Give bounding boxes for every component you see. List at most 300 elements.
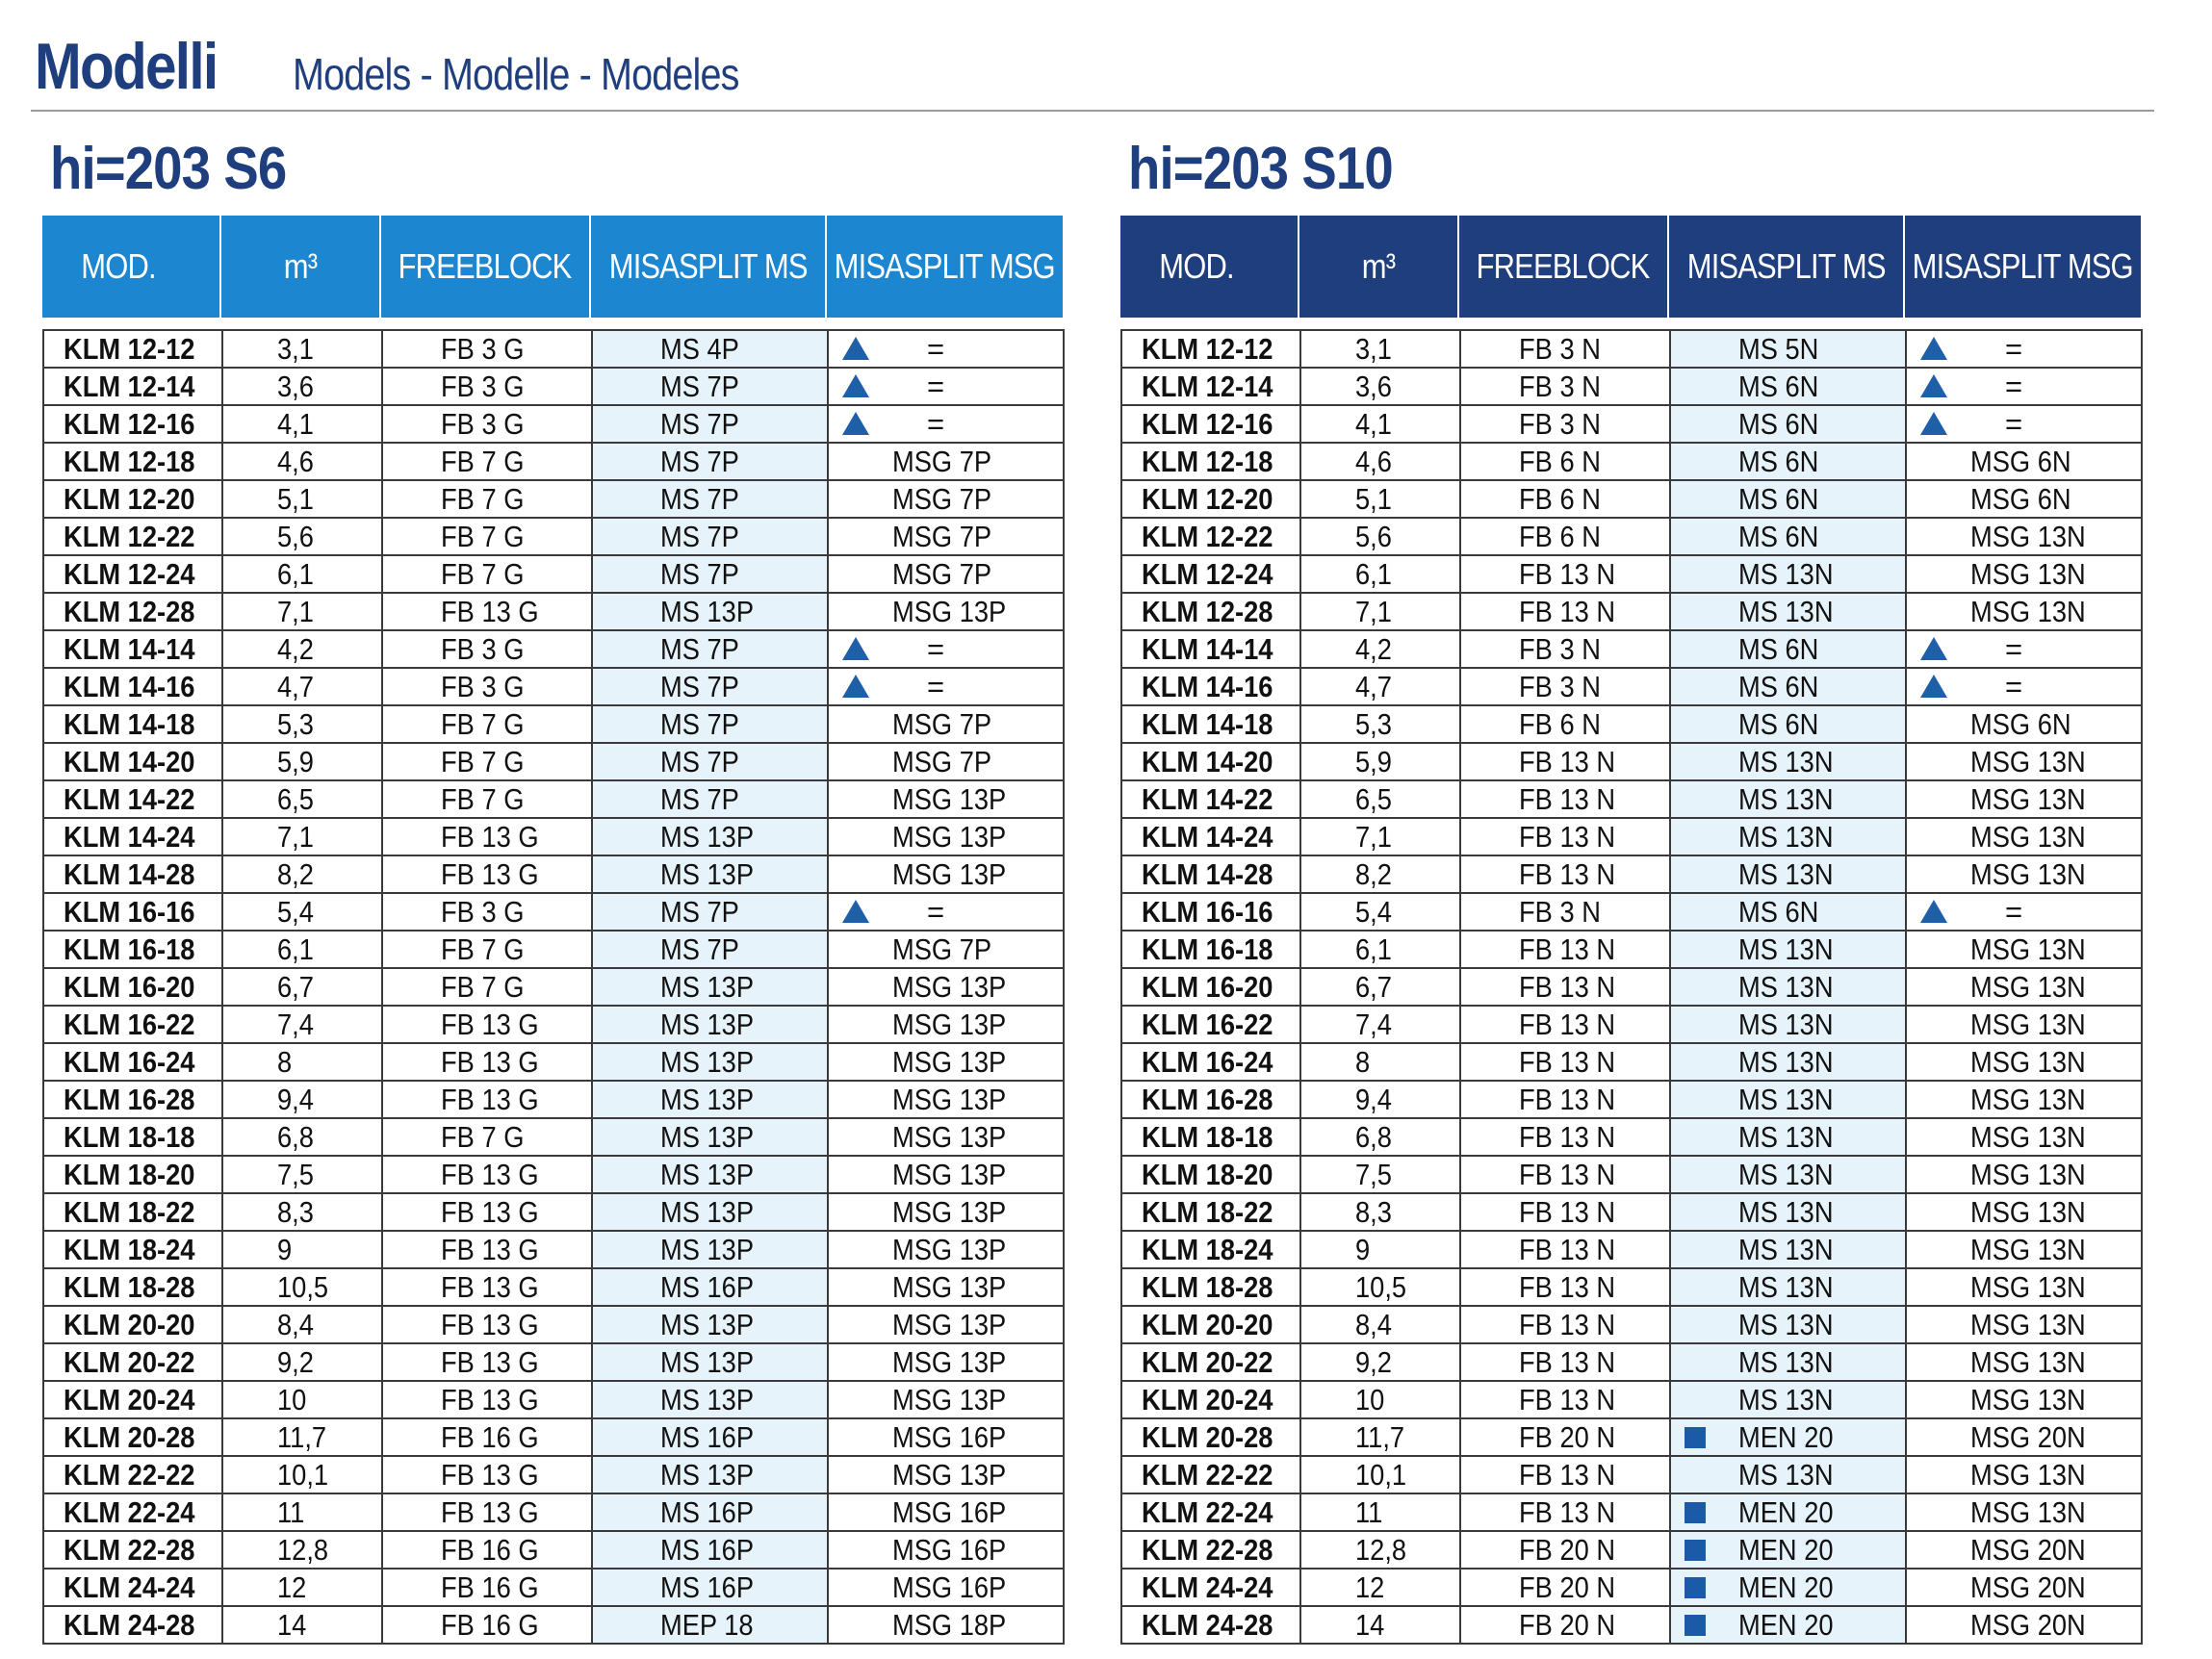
table-row [43, 518, 1064, 555]
misasplit-ms-cell-text: MS 16P [660, 1420, 755, 1454]
model-cell-text: KLM 14-14 [64, 632, 195, 666]
model-cell [43, 1006, 222, 1043]
freeblock-cell [1460, 1569, 1670, 1606]
model-cell-text: KLM 14-16 [1142, 670, 1273, 703]
misasplit-ms-cell [1670, 1043, 1906, 1081]
freeblock-cell-text: FB 13 N [1519, 782, 1616, 816]
table-row [1121, 630, 2142, 668]
misasplit-ms-cell [592, 1081, 828, 1118]
model-cell-text: KLM 24-24 [64, 1570, 195, 1604]
misasplit-msg-cell-text: MSG 20N [1970, 1420, 2086, 1454]
section-title: hi=203 S10 [1128, 136, 1393, 202]
freeblock-cell [1460, 668, 1670, 705]
model-cell [1121, 1043, 1300, 1081]
freeblock-cell-text: FB 13 G [441, 1345, 539, 1379]
volume-cell [222, 1569, 382, 1606]
misasplit-msg-cell-text: MSG 13P [892, 1308, 1007, 1341]
page-subtitle: Models - Modelle - Modeles [293, 49, 739, 99]
models-table-s10 [1120, 329, 2143, 1645]
misasplit-msg-cell [1906, 1118, 2142, 1156]
model-cell-text: KLM 16-22 [64, 1008, 195, 1041]
misasplit-msg-cell [828, 555, 1064, 593]
model-cell-text: KLM 12-12 [64, 332, 195, 366]
triangle-icon [842, 412, 869, 435]
misasplit-msg-cell [1906, 1081, 2142, 1118]
misasplit-msg-cell-text: MSG 13N [1970, 782, 2086, 816]
model-cell-text: KLM 22-22 [64, 1458, 195, 1492]
model-cell [43, 1531, 222, 1569]
volume-cell-text: 7,1 [277, 595, 314, 628]
misasplit-msg-cell [1906, 1006, 2142, 1043]
misasplit-msg-cell [828, 1268, 1064, 1306]
misasplit-msg-cell [828, 1456, 1064, 1493]
volume-cell-text: 10,1 [1355, 1458, 1407, 1492]
model-cell-text: KLM 18-28 [64, 1270, 195, 1304]
freeblock-cell [1460, 1193, 1670, 1231]
freeblock-cell-text: FB 7 G [441, 932, 525, 966]
model-cell-text: KLM 20-20 [1142, 1308, 1273, 1341]
misasplit-msg-cell [1906, 855, 2142, 893]
model-cell-text: KLM 12-18 [1142, 445, 1273, 478]
table-row [43, 1268, 1064, 1306]
misasplit-msg-cell [828, 405, 1064, 443]
freeblock-cell [1460, 1231, 1670, 1268]
freeblock-cell-text: FB 13 N [1519, 1270, 1616, 1304]
freeblock-cell [382, 405, 592, 443]
freeblock-cell [382, 1081, 592, 1118]
volume-cell [1300, 1081, 1460, 1118]
misasplit-msg-cell-text: MSG 20N [1970, 1608, 2086, 1642]
freeblock-cell-text: FB 13 N [1519, 1195, 1616, 1229]
model-cell [1121, 1606, 1300, 1644]
models-table-s6 [42, 329, 1065, 1645]
misasplit-ms-cell [592, 1306, 828, 1343]
model-cell-text: KLM 14-22 [1142, 782, 1273, 816]
freeblock-cell-text: FB 3 G [441, 895, 525, 929]
volume-cell [222, 1006, 382, 1043]
freeblock-cell [1460, 1306, 1670, 1343]
misasplit-msg-cell [1906, 443, 2142, 480]
table-row [1121, 968, 2142, 1006]
model-cell-text: KLM 20-28 [64, 1420, 195, 1454]
column-header-mod: MOD. [1120, 216, 1299, 318]
misasplit-ms-cell-text: MS 13P [660, 1308, 755, 1341]
freeblock-cell [1460, 518, 1670, 555]
table-row [1121, 368, 2142, 405]
misasplit-ms-cell [1670, 1268, 1906, 1306]
model-cell [1121, 1081, 1300, 1118]
freeblock-cell-text: FB 13 G [441, 1158, 539, 1191]
volume-cell [1300, 518, 1460, 555]
misasplit-msg-cell-text: MSG 13P [892, 1158, 1007, 1191]
volume-cell-text: 10,5 [1355, 1270, 1407, 1304]
misasplit-msg-cell-text: MSG 13P [892, 1120, 1007, 1154]
square-icon [1685, 1427, 1706, 1448]
table-row [1121, 1569, 2142, 1606]
freeblock-cell-text: FB 13 N [1519, 932, 1616, 966]
table-row [1121, 1606, 2142, 1644]
freeblock-cell-text: FB 3 G [441, 370, 525, 403]
freeblock-cell [382, 931, 592, 968]
table-row [1121, 1268, 2142, 1306]
volume-cell [1300, 593, 1460, 630]
model-cell [1121, 593, 1300, 630]
misasplit-ms-cell-text: MS 13N [1738, 1383, 1834, 1417]
freeblock-cell [1460, 330, 1670, 368]
misasplit-ms-cell-text: MS 13N [1738, 970, 1834, 1004]
misasplit-msg-cell [1906, 555, 2142, 593]
model-cell [1121, 1193, 1300, 1231]
misasplit-ms-cell-text: MS 6N [1738, 407, 1819, 441]
model-cell-text: KLM 20-24 [64, 1383, 195, 1417]
freeblock-cell-text: FB 13 N [1519, 820, 1616, 854]
volume-cell-text: 10 [1355, 1383, 1385, 1417]
volume-cell [1300, 480, 1460, 518]
volume-cell [222, 968, 382, 1006]
volume-cell [1300, 443, 1460, 480]
freeblock-cell-text: FB 3 N [1519, 632, 1601, 666]
misasplit-msg-cell-text: MSG 6N [1970, 445, 2071, 478]
misasplit-ms-cell-text: MS 13P [660, 1120, 755, 1154]
misasplit-msg-cell [1906, 405, 2142, 443]
model-cell-text: KLM 12-18 [64, 445, 195, 478]
misasplit-msg-cell [828, 968, 1064, 1006]
freeblock-cell-text: FB 7 G [441, 445, 525, 478]
volume-cell [222, 893, 382, 931]
misasplit-msg-cell [1906, 1193, 2142, 1231]
misasplit-msg-cell-text: MSG 13N [1970, 1120, 2086, 1154]
freeblock-cell [1460, 931, 1670, 968]
misasplit-ms-cell [1670, 780, 1906, 818]
misasplit-ms-cell-text: MS 13P [660, 820, 755, 854]
misasplit-ms-cell-text: MS 7P [660, 895, 739, 929]
freeblock-cell [382, 1606, 592, 1644]
volume-cell-text: 7,5 [277, 1158, 314, 1191]
misasplit-msg-cell-text: MSG 13N [1970, 520, 2086, 553]
misasplit-msg-cell-text: MSG 13P [892, 1383, 1007, 1417]
misasplit-ms-cell-text: MS 13N [1738, 1270, 1834, 1304]
freeblock-cell [1460, 1268, 1670, 1306]
misasplit-ms-cell [592, 1456, 828, 1493]
freeblock-cell [382, 1569, 592, 1606]
misasplit-msg-cell-text: MSG 13P [892, 820, 1007, 854]
model-cell [1121, 1231, 1300, 1268]
misasplit-ms-cell [592, 368, 828, 405]
misasplit-ms-cell [1670, 480, 1906, 518]
table-section-s6 [42, 135, 1063, 1642]
misasplit-msg-cell [1906, 330, 2142, 368]
model-cell [43, 893, 222, 931]
freeblock-cell [382, 1381, 592, 1418]
volume-cell [1300, 1606, 1460, 1644]
freeblock-cell [1460, 1531, 1670, 1569]
model-cell [43, 780, 222, 818]
freeblock-cell [1460, 1043, 1670, 1081]
volume-cell-text: 4,2 [277, 632, 314, 666]
freeblock-cell-text: FB 13 N [1519, 557, 1616, 591]
model-cell [43, 743, 222, 780]
model-cell-text: KLM 18-24 [1142, 1233, 1273, 1266]
volume-cell-text: 10,5 [277, 1270, 329, 1304]
table-row [1121, 893, 2142, 931]
model-cell-text: KLM 14-18 [64, 707, 195, 741]
volume-cell [222, 1268, 382, 1306]
triangle-icon [842, 337, 869, 360]
misasplit-msg-cell [828, 1306, 1064, 1343]
misasplit-ms-cell-text: MS 4P [660, 332, 739, 366]
misasplit-msg-cell [828, 1569, 1064, 1606]
misasplit-msg-cell [828, 593, 1064, 630]
misasplit-ms-cell [592, 1606, 828, 1644]
freeblock-cell-text: FB 13 G [441, 1008, 539, 1041]
misasplit-ms-cell-text: MS 13N [1738, 1195, 1834, 1229]
equal-sign: = [2005, 332, 2023, 366]
volume-cell-text: 10,1 [277, 1458, 329, 1492]
misasplit-msg-cell-text: MSG 13N [1970, 857, 2086, 891]
equal-sign: = [927, 407, 945, 441]
volume-cell [1300, 1268, 1460, 1306]
misasplit-msg-cell [828, 1231, 1064, 1268]
model-cell-text: KLM 16-28 [1142, 1083, 1273, 1116]
misasplit-msg-cell-text: MSG 7P [892, 482, 992, 516]
volume-cell-text: 5,3 [1355, 707, 1392, 741]
model-cell [43, 818, 222, 855]
misasplit-ms-cell [592, 1118, 828, 1156]
model-cell [1121, 1118, 1300, 1156]
misasplit-ms-cell [592, 405, 828, 443]
freeblock-cell-text: FB 13 N [1519, 1008, 1616, 1041]
volume-cell [1300, 1156, 1460, 1193]
misasplit-ms-cell [592, 968, 828, 1006]
misasplit-msg-cell-text: MSG 13N [1970, 1045, 2086, 1079]
misasplit-msg-cell-text: MSG 13N [1970, 1158, 2086, 1191]
freeblock-cell [382, 818, 592, 855]
misasplit-msg-cell [1906, 705, 2142, 743]
freeblock-cell-text: FB 13 G [441, 1233, 539, 1266]
misasplit-ms-cell [1670, 1456, 1906, 1493]
misasplit-ms-cell [592, 330, 828, 368]
model-cell-text: KLM 20-20 [64, 1308, 195, 1341]
misasplit-msg-cell [828, 330, 1064, 368]
model-cell [43, 1569, 222, 1606]
misasplit-ms-cell [1670, 968, 1906, 1006]
column-header-misasplit-msg: MISASPLIT MSG [1912, 246, 2134, 286]
misasplit-ms-cell [1670, 1381, 1906, 1418]
misasplit-msg-cell [828, 1043, 1064, 1081]
equal-sign: = [2005, 407, 2023, 441]
misasplit-ms-cell [592, 1156, 828, 1193]
freeblock-cell-text: FB 20 N [1519, 1608, 1616, 1642]
misasplit-ms-cell [1670, 1156, 1906, 1193]
volume-cell-text: 6,5 [1355, 782, 1392, 816]
table-row [1121, 1156, 2142, 1193]
model-cell [43, 443, 222, 480]
volume-cell-text: 4,2 [1355, 632, 1392, 666]
misasplit-msg-cell [1906, 1231, 2142, 1268]
triangle-icon [842, 374, 869, 397]
freeblock-cell [382, 668, 592, 705]
table-row [43, 1418, 1064, 1456]
model-cell [43, 1493, 222, 1531]
misasplit-ms-cell-text: MS 13N [1738, 1083, 1834, 1116]
misasplit-msg-cell-text: MSG 13P [892, 1345, 1007, 1379]
model-cell-text: KLM 24-24 [1142, 1570, 1273, 1604]
volume-cell-text: 5,4 [1355, 895, 1392, 929]
model-cell-text: KLM 14-20 [64, 745, 195, 778]
table-row [1121, 1306, 2142, 1343]
model-cell [43, 668, 222, 705]
table-row [43, 1569, 1064, 1606]
misasplit-ms-cell-text: MS 13N [1738, 595, 1834, 628]
model-cell [1121, 443, 1300, 480]
column-header-m3: m³ [1299, 216, 1459, 318]
model-cell-text: KLM 16-18 [64, 932, 195, 966]
misasplit-msg-cell-text: MSG 13N [1970, 820, 2086, 854]
model-cell [43, 1043, 222, 1081]
misasplit-ms-cell-text: MS 16P [660, 1270, 755, 1304]
volume-cell-text: 5,9 [1355, 745, 1392, 778]
volume-cell [1300, 330, 1460, 368]
volume-cell-text: 14 [1355, 1608, 1385, 1642]
volume-cell-text: 9,4 [1355, 1083, 1392, 1116]
volume-cell [222, 705, 382, 743]
table-row [1121, 1343, 2142, 1381]
freeblock-cell [1460, 1418, 1670, 1456]
misasplit-ms-cell-text: MS 13P [660, 857, 755, 891]
freeblock-cell-text: FB 13 G [441, 1083, 539, 1116]
model-cell [43, 593, 222, 630]
volume-cell-text: 11,7 [1355, 1420, 1405, 1454]
misasplit-ms-cell [592, 1043, 828, 1081]
misasplit-ms-cell-text: MS 7P [660, 745, 739, 778]
freeblock-cell-text: FB 7 G [441, 557, 525, 591]
misasplit-msg-cell-text: MSG 13N [1970, 1495, 2086, 1529]
volume-cell-text: 9,2 [1355, 1345, 1392, 1379]
model-cell [43, 968, 222, 1006]
model-cell-text: KLM 12-20 [64, 482, 195, 516]
freeblock-cell-text: FB 13 G [441, 595, 539, 628]
equal-sign: = [2005, 895, 2023, 929]
misasplit-msg-cell-text: MSG 13P [892, 1195, 1007, 1229]
misasplit-msg-cell [828, 480, 1064, 518]
table-row [43, 593, 1064, 630]
model-cell-text: KLM 16-18 [1142, 932, 1273, 966]
model-cell [1121, 1531, 1300, 1569]
misasplit-ms-cell-text: MS 13N [1738, 932, 1834, 966]
volume-cell [222, 1418, 382, 1456]
volume-cell [222, 368, 382, 405]
misasplit-msg-cell [828, 705, 1064, 743]
triangle-icon [1920, 900, 1947, 923]
misasplit-ms-cell-text: MS 13P [660, 1083, 755, 1116]
equal-sign: = [2005, 370, 2023, 403]
model-cell [1121, 630, 1300, 668]
page-title: Modelli [35, 30, 218, 103]
column-header-freeblock: FREEBLOCK [381, 216, 591, 318]
table-row [43, 1006, 1064, 1043]
misasplit-ms-cell [592, 1531, 828, 1569]
misasplit-msg-cell-text: MSG 13P [892, 782, 1007, 816]
model-cell [1121, 855, 1300, 893]
model-cell-text: KLM 16-20 [64, 970, 195, 1004]
misasplit-ms-cell-text: MEN 20 [1738, 1420, 1834, 1454]
model-cell-text: KLM 12-12 [1142, 332, 1273, 366]
freeblock-cell [382, 1043, 592, 1081]
misasplit-ms-cell [1670, 368, 1906, 405]
model-cell [43, 368, 222, 405]
model-cell-text: KLM 20-24 [1142, 1383, 1273, 1417]
triangle-icon [842, 637, 869, 660]
misasplit-ms-cell [592, 705, 828, 743]
freeblock-cell-text: FB 13 N [1519, 1308, 1616, 1341]
freeblock-cell [382, 1456, 592, 1493]
model-cell-text: KLM 22-24 [64, 1495, 195, 1529]
table-row [43, 743, 1064, 780]
misasplit-msg-cell [1906, 1343, 2142, 1381]
freeblock-cell-text: FB 16 G [441, 1420, 539, 1454]
volume-cell-text: 11 [277, 1495, 305, 1529]
page-header [31, 29, 2154, 112]
volume-cell-text: 3,6 [1355, 370, 1392, 403]
misasplit-msg-cell-text: MSG 7P [892, 932, 992, 966]
misasplit-msg-cell-text: MSG 13N [1970, 557, 2086, 591]
misasplit-msg-cell-text: MSG 16P [892, 1533, 1007, 1567]
volume-cell [222, 1043, 382, 1081]
misasplit-ms-cell-text: MS 13P [660, 970, 755, 1004]
misasplit-ms-cell-text: MS 13N [1738, 1233, 1834, 1266]
volume-cell [1300, 1118, 1460, 1156]
freeblock-cell [382, 855, 592, 893]
misasplit-ms-cell-text: MS 13N [1738, 782, 1834, 816]
misasplit-ms-cell [1670, 1493, 1906, 1531]
volume-cell-text: 12 [1355, 1570, 1385, 1604]
misasplit-ms-cell-text: MS 5N [1738, 332, 1819, 366]
model-cell [1121, 1569, 1300, 1606]
misasplit-ms-cell-text: MS 7P [660, 932, 739, 966]
table-row [43, 630, 1064, 668]
volume-cell [222, 780, 382, 818]
square-icon [1685, 1540, 1706, 1561]
table-row [1121, 1193, 2142, 1231]
freeblock-cell-text: FB 3 N [1519, 670, 1601, 703]
misasplit-msg-cell [828, 1418, 1064, 1456]
volume-cell [222, 480, 382, 518]
model-cell [43, 1418, 222, 1456]
volume-cell [1300, 968, 1460, 1006]
freeblock-cell-text: FB 7 G [441, 707, 525, 741]
volume-cell [1300, 1193, 1460, 1231]
freeblock-cell-text: FB 3 N [1519, 407, 1601, 441]
table-row [43, 368, 1064, 405]
misasplit-msg-cell [1906, 368, 2142, 405]
misasplit-msg-cell-text: MSG 7P [892, 445, 992, 478]
model-cell [1121, 1306, 1300, 1343]
freeblock-cell-text: FB 7 G [441, 970, 525, 1004]
model-cell [1121, 1456, 1300, 1493]
model-cell-text: KLM 14-20 [1142, 745, 1273, 778]
misasplit-msg-cell [828, 1493, 1064, 1531]
model-cell [1121, 743, 1300, 780]
misasplit-msg-cell-text: MSG 7P [892, 707, 992, 741]
freeblock-cell-text: FB 13 G [441, 1045, 539, 1079]
model-cell-text: KLM 12-22 [64, 520, 195, 553]
model-cell-text: KLM 18-22 [1142, 1195, 1273, 1229]
misasplit-ms-cell [592, 518, 828, 555]
volume-cell-text: 5,1 [1355, 482, 1392, 516]
model-cell-text: KLM 18-18 [1142, 1120, 1273, 1154]
freeblock-cell [1460, 1606, 1670, 1644]
volume-cell [222, 855, 382, 893]
